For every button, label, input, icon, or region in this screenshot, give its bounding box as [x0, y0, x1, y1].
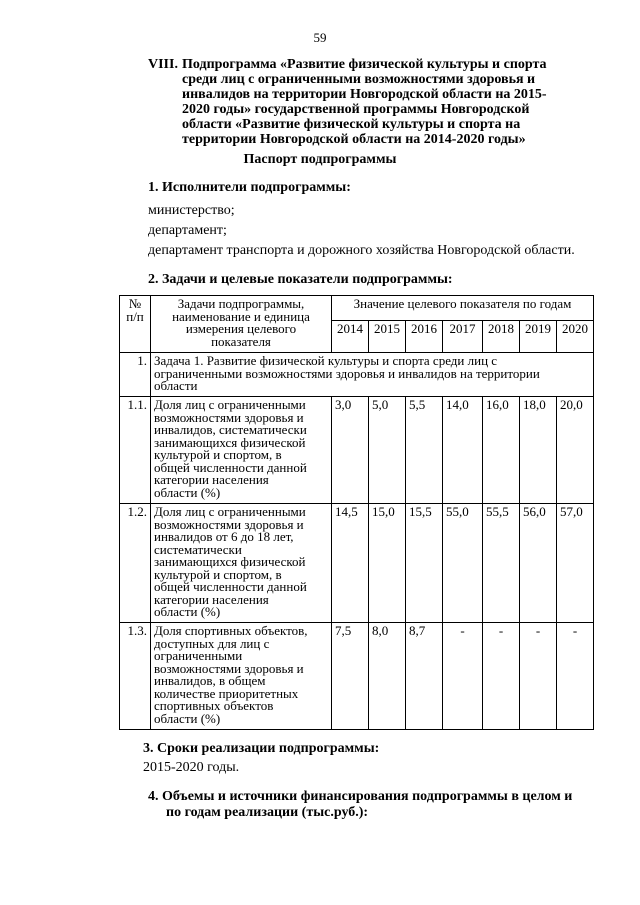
col-header-values: Значение целевого показателя по годам — [332, 296, 594, 321]
row-value: 14,5 — [332, 504, 369, 623]
task-number: 1. — [120, 353, 151, 397]
row-value: 20,0 — [557, 397, 594, 504]
row-value: 15,0 — [369, 504, 406, 623]
year-header: 2015 — [369, 321, 406, 353]
row-value: 16,0 — [483, 397, 520, 504]
year-header: 2019 — [520, 321, 557, 353]
executor-item: департамент; — [148, 223, 227, 238]
section1-title: 1. Исполнители подпрограммы: — [148, 180, 351, 195]
year-header: 2018 — [483, 321, 520, 353]
table-row — [120, 397, 594, 504]
row-value: - — [520, 623, 557, 730]
row-value: 8,7 — [406, 623, 443, 730]
table-row — [120, 623, 594, 730]
heading-line: территории Новгородской области на 2014-2020 годы» — [182, 132, 526, 147]
row-value: 55,5 — [483, 504, 520, 623]
section3-text: 2015-2020 годы. — [143, 760, 240, 775]
row-value: 8,0 — [369, 623, 406, 730]
heading-line: инвалидов на территории Новгородской области на 2015- — [182, 87, 547, 102]
row-number: 1.2. — [120, 504, 151, 623]
row-value: 56,0 — [520, 504, 557, 623]
row-value: 14,0 — [443, 397, 483, 504]
col-header-num: № п/п — [120, 296, 151, 353]
heading-line: области «Развитие физической культуры и спорта на — [182, 117, 521, 132]
row-value: 18,0 — [520, 397, 557, 504]
executor-item: министерство; — [148, 203, 235, 218]
heading-line: Подпрограмма «Развитие физической культуры и спорта — [182, 57, 547, 72]
section2-title: 2. Задачи и целевые показатели подпрограммы: — [148, 272, 453, 287]
row-value: - — [443, 623, 483, 730]
executor-item: департамент транспорта и дорожного хозяйства Новгородской области. — [148, 243, 575, 258]
year-header: 2016 — [406, 321, 443, 353]
section4-title: 4. Объемы и источники финансирования подпрограммы в целом и по годам реализации (тыс.руб.): — [148, 789, 573, 820]
row-value: - — [557, 623, 594, 730]
page-number: 59 — [313, 30, 327, 45]
row-indicator: Доля лиц с ограниченными возможностями здоровья и инвалидов, систематически занимающихся физической культурой и спортом, в общей численности данной категории населения области (%) — [151, 397, 332, 504]
row-value: 55,0 — [443, 504, 483, 623]
row-value: 7,5 — [332, 623, 369, 730]
row-value: - — [483, 623, 520, 730]
year-header: 2020 — [557, 321, 594, 353]
row-number: 1.1. — [120, 397, 151, 504]
row-indicator: Доля спортивных объектов, доступных для лиц с ограниченными возможностями здоровья и инвалидов, в общем количестве приоритетных спортивных объектов области (%) — [151, 623, 332, 730]
year-header: 2014 — [332, 321, 369, 353]
heading-line: 2020 годы» государственной программы Новгородской — [182, 102, 530, 117]
row-value: 15,5 — [406, 504, 443, 623]
row-indicator: Доля лиц с ограниченными возможностями здоровья и инвалидов от 6 до 18 лет, систематически занимающихся физической культурой и спортом, в общей численности данной категории населения области (%) — [151, 504, 332, 623]
section-heading — [148, 57, 588, 147]
row-value: 3,0 — [332, 397, 369, 504]
passport-title: Паспорт подпрограммы — [243, 152, 397, 167]
heading-number: VIII. — [148, 57, 178, 72]
row-number: 1.3. — [120, 623, 151, 730]
heading-line: среди лиц с ограниченными возможностями здоровья и — [182, 72, 536, 87]
row-value: 57,0 — [557, 504, 594, 623]
row-value: 5,5 — [406, 397, 443, 504]
indicators-table — [119, 295, 594, 730]
year-header: 2017 — [443, 321, 483, 353]
table-row — [120, 504, 594, 623]
task-title: Задача 1. Развитие физической культуры и спорта среди лиц с ограниченными возможностями здоровья и инвалидов на территории области — [151, 353, 594, 397]
section3-title: 3. Сроки реализации подпрограммы: — [143, 741, 380, 756]
row-value: 5,0 — [369, 397, 406, 504]
col-header-task: Задачи подпрограммы, наименование и единица измерения целевого показателя — [151, 296, 332, 353]
